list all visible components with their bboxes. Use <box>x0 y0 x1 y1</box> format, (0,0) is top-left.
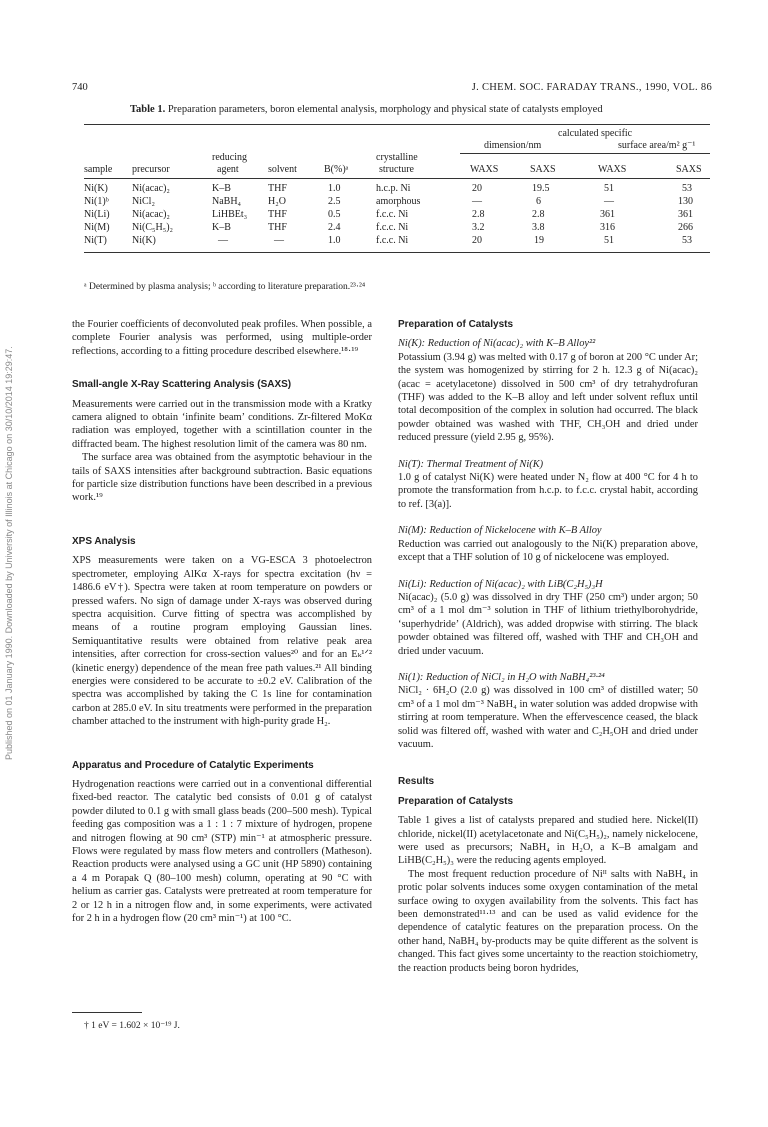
subheading-ni-li: Ni(Li): Reduction of Ni(acac)₂ with LiB(C₂H₅)₃H <box>398 578 603 590</box>
paragraph: XPS measurements were taken on a VG-ESCA 3 photoelectron spectrometer, employing AlKα X-rays for spectra excitation (hν = 1486.6 eV†). Spectra were taken at room temperature on powders or pressed wafers. No sign of damage under X-rays was observed during spectra acquisition. Curve fitting of spectra was accomplished by means of a routine program employing Gaussian lines. Semiquantitative results were obtained from relative peak area intensities, after correction for cross-section values²⁰ and for an Eₖ¹ᐟ² (kinetic energy) dependence of the mean free path values.²¹ All binding energies were considered to be accurate to ±0.2 eV. Calibration of the spectra was accomplished by taking the C 1s line for contamination carbon at 285.0 eV. In situ treatments were performed in the preparation chamber attached to the instrument with high-purity grade H₂. <box>72 555 372 728</box>
right-column <box>398 318 698 975</box>
section-heading-preparation-2: Preparation of Catalysts <box>398 795 514 807</box>
subheading-ni-m: Ni(M): Reduction of Nickelocene with K–B Alloy <box>398 525 602 537</box>
left-column <box>72 318 372 925</box>
col-agent: agent <box>217 164 239 175</box>
paragraph: Table 1 gives a list of catalysts prepared and studied here. Nickel(II) chloride, nickel(II) acetylacetonate and Ni(C₅H₅)₂, namely nickelocene, were used as precursors; NaBH₄ in H₂O, a K–B amalgam and LiHB(C₂H₅)₃ were the reducing agents employed. <box>398 815 698 867</box>
paragraph: 1.0 g of catalyst Ni(K) were heated under N₂ flow at 400 °C for 4 h to promote the transformation from h.c.p. to f.c.c. crystal habit, according to ref. [3(a)]. <box>398 472 698 510</box>
col-sample: sample <box>84 164 113 175</box>
col-precursor: precursor <box>132 164 170 175</box>
paragraph: Ni(acac)₂ (5.0 g) was dissolved in dry THF (250 cm³) under argon; 50 cm³ of a 1 mol dm⁻³ solution in THF of lithium triethylborohydride, ‘superhydride’ (Aldrich), was added dropwise with stirring. The black powder obtained was filtered off, washed with THF and CH₃OH and dried under vacuum. <box>398 591 698 657</box>
col-solvent: solvent <box>268 164 297 175</box>
col-boron: B(%)ᵃ <box>324 164 349 175</box>
table-row: Ni(Li) Ni(acac)₂ LiHBEt₃ THF 0.5 f.c.c. Ni 2.8 2.8 361 361 <box>84 209 693 220</box>
paragraph: Hydrogenation reactions were carried out in a conventional differential fixed-bed reactor. The catalytic bed consists of 0.01 g of catalyst powder diluted to 0.1 g with small glass beads (200–500 mesh). Typical feeding gas composition was a 1 : 1 : 7 mixture of hydrogen, propene and nitrogen flowing at 90 cm³ (STP) min⁻¹ at atmospheric pressure. Flows were regulated by mass flow meters and controllers (Matheson). Reaction products were analysed using a GC unit (HP 5890) containing a 4 m Porapak Q (80–100 mesh) column, operating at 90 °C with helium as carrier gas. Catalysts were pretreated at room temperature for 2 or 12 h in a nitrogen flow and, in some experiments, were activated for 2 h in a hydrogen flow (20 cm³ min⁻¹) at 100 °C. <box>72 778 372 925</box>
table-footnote: ᵃ Determined by plasma analysis; ᵇ according to literature preparation.²³·²⁴ <box>84 282 366 292</box>
table-label: Table 1. <box>130 104 166 115</box>
paragraph: The surface area was obtained from the asymptotic behaviour in the tails of SAXS intensities after background subtraction. Basic equations for particle size distribution functions have been described in a previous work.¹⁹ <box>72 452 372 504</box>
group-header-area: surface area/m² g⁻¹ <box>618 140 696 151</box>
col-area-waxs: WAXS <box>598 164 627 175</box>
group-header-dimension: dimension/nm <box>484 140 542 151</box>
paragraph: Reduction was carried out analogously to the Ni(K) preparation above, except that a THF solution of 10 g of nickelocene was employed. <box>398 538 698 564</box>
table-caption-text: Preparation parameters, boron elemental analysis, morphology and physical state of catalysts employed <box>167 104 603 115</box>
table-row: Ni(T) Ni(K) — — 1.0 f.c.c. Ni 20 19 51 53 <box>84 235 692 246</box>
section-heading-preparation: Preparation of Catalysts <box>398 319 514 330</box>
col-structure: structure <box>379 164 414 175</box>
journal-header: J. CHEM. SOC. FARADAY TRANS., 1990, VOL. 86 <box>471 82 712 93</box>
table-row: Ni(1)ᵇ NiCl₂ NaBH₄ H₂O 2.5 amorphous — 6 — 130 <box>84 196 693 207</box>
paragraph: Potassium (3.94 g) was melted with 0.17 g of boron at 200 °C under Ar; the system was homogenized by stirring for 2 h. 12.3 g of Ni(acac)₂ (acac = acetylacetone) dissolved in 500 cm³ of dry tetrahydrofuran (THF) was added to the K–B alloy and left under solvent reflux until total decomposition of the complex in solution had occurred. The black powder obtained was washed with THF, CH₃OH and dried under reduced pressure (yield 2.95 g, 95%). <box>398 351 698 444</box>
col-crystalline: crystalline <box>376 152 418 163</box>
section-heading-saxs: Small-angle X-Ray Scattering Analysis (SAXS) <box>72 379 292 391</box>
col-dim-saxs: SAXS <box>530 164 556 175</box>
table-row: Ni(M) Ni(C₅H₅)₂ K–B THF 2.4 f.c.c. Ni 3.2 3.8 316 266 <box>84 222 693 233</box>
paragraph: Measurements were carried out in the transmission mode with a Kratky camera aligned to obtain ‘infinite beam’ conditions. Zr-filtered MoKα radiation was employed, together with a scintillation counter in the diffracted beam. The highest resolution limit of the camera was 80 nm. <box>72 398 372 450</box>
download-watermark: Published on 01 January 1990. Downloaded by University of Illinois at Chicago on 30/10/2014 19:29:47. <box>4 346 14 760</box>
page-footnote: † 1 eV = 1.602 × 10⁻¹⁹ J. <box>84 1021 180 1031</box>
page-number: 740 <box>72 82 88 93</box>
subheading-ni-1: Ni(1): Reduction of NiCl₂ in H₂O with NaBH₄²³·²⁴ <box>398 671 605 683</box>
subheading-ni-k: Ni(K): Reduction of Ni(acac)₂ with K–B Alloy²² <box>398 338 596 350</box>
table-caption <box>130 104 603 115</box>
paragraph: the Fourier coefficients of deconvoluted peak profiles. When possible, a complete Fourier analysis was performed, using multiple-order reflections, according to a fitting procedure described elsewhere.¹⁸·¹⁹ <box>72 319 372 357</box>
section-heading-results: Results <box>398 776 435 788</box>
col-area-saxs: SAXS <box>676 164 702 175</box>
col-reducing: reducing <box>212 152 247 163</box>
table-1 <box>84 124 710 274</box>
section-heading-xps: XPS Analysis <box>72 535 136 547</box>
col-dim-waxs: WAXS <box>470 164 499 175</box>
paragraph: The most frequent reduction procedure of Niᴵᴵ salts with NaBH₄ in protic polar solvents induces some oxygen contamination of the metal surface owing to oxygen availability from the solvents. This fact has been demonstrated¹¹·¹³ and can be used as valid evidence for the dependence of catalytic features on the preparation process. On the other hand, NaBH₄ by-products may be quite different as the solvent is changed. This fact gives some uncertainty to the reaction stoichiometry, the reaction products being boron hydrides, <box>398 868 698 974</box>
table-row: Ni(K) Ni(acac)₂ K–B THF 1.0 h.c.p. Ni 20 19.5 51 53 <box>84 183 692 194</box>
subheading-ni-t: Ni(T): Thermal Treatment of Ni(K) <box>398 458 544 470</box>
paragraph: NiCl₂ · 6H₂O (2.0 g) was dissolved in 100 cm³ of distilled water; 50 cm³ of a 1 mol dm⁻³ NaBH₄ in water solution was added dropwise with stirring at room temperature. When the effervescence ceased, the black solid was filtered off, washed with water and C₂H₅OH and dried under vacuum. <box>398 685 698 750</box>
group-header-top: calculated specific <box>558 128 633 139</box>
section-heading-apparatus: Apparatus and Procedure of Catalytic Experiments <box>72 759 314 771</box>
